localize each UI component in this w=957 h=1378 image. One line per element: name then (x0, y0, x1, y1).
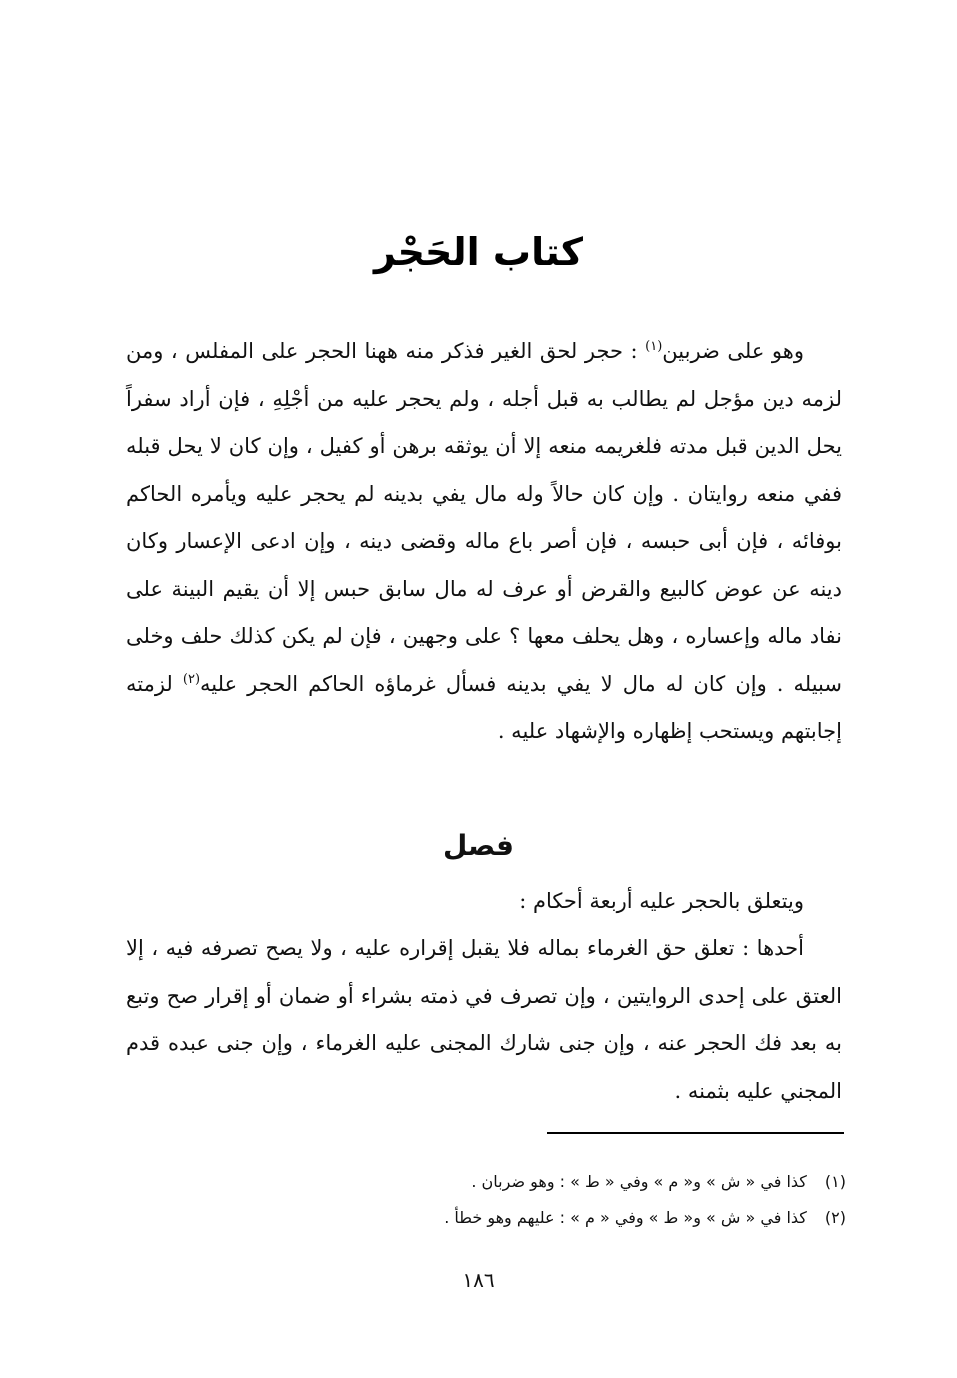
footnote-2-text: كذا في « ش » و« ط » وفي « م » : عليهم وهو خطأ . (444, 1208, 807, 1227)
paragraph-1-text-b: : حجر لحق الغير فذكر منه ههنا الحجر على المفلس ، ومن لزمه دين مؤجل لم يطالب به قبل أجله ، ولم يحجر عليه من أجْلِهِ ، فإن أراد سفراً يحل الدين قبل مدته فلغريمه منعه إلا أن يوثقه برهن أو كفيل ، وإن كان لا يحل قبله ففي منعه روايتان . وإن كان حالاً وله مال يفي بدينه لم يحجر عليه ويأمره الحاكم بوفائه ، فإن أبى حبسه ، فإن أصر باع ماله وقضى دينه ، وإن ادعى الإعسار وكان دينه عن عوض كالبيع والقرض أو عرف له مال سابق حبس إلا أن يقيم البينة على نفاد ماله وإعساره ، وهل يحلف معها ؟ على وجهين ، فإن لم يكن كذلك حلف وخلى سبيله . وإن كان له مال لا يفي بدينه فسأل غرماؤه الحاكم الحجر عليه (126, 339, 842, 696)
footnotes (300, 1164, 846, 1236)
footnote-marker-1: (١) (645, 339, 663, 354)
section-intro-line: ويتعلق بالحجر عليه أربعة أحكام : (519, 889, 804, 913)
footnote-divider (547, 1132, 844, 1134)
footnote-marker-2: (٢) (182, 671, 201, 687)
footnote-1-number: (١) (824, 1172, 846, 1191)
chapter-title: كتاب الحَجْر (374, 230, 583, 274)
footnote-2-number: (٢) (824, 1208, 846, 1227)
page-number: ١٨٦ (462, 1268, 495, 1292)
footnote-2 (300, 1200, 846, 1236)
paragraph-1-text-c: لزمته إجابتهم ويستحب إظهاره والإشهاد عليه . (126, 671, 842, 743)
paragraph-1-text-a: وهو على ضربين (662, 339, 804, 363)
rule-1-paragraph: أحدها : تعلق حق الغرماء بماله فلا يقبل إقراره عليه ، ولا يصح تصرفه فيه ، إلا العتق على إحدى الروايتين ، وإن تصرف في ذمته بشراء أو ضمان أو إقرار صح وتبع به بعد فك الحجر عنه ، وإن جنى شارك المجنى عليه الغرماء ، وإن جنى عبده قدم المجني عليه بثمنه . (126, 936, 842, 1103)
footnote-1-text: كذا في « ش » و« م » وفي « ط » : وهو ضربان . (471, 1172, 807, 1191)
footnote-1 (300, 1164, 846, 1200)
paragraph-1 (126, 328, 842, 756)
section-heading: فصل (443, 829, 514, 862)
